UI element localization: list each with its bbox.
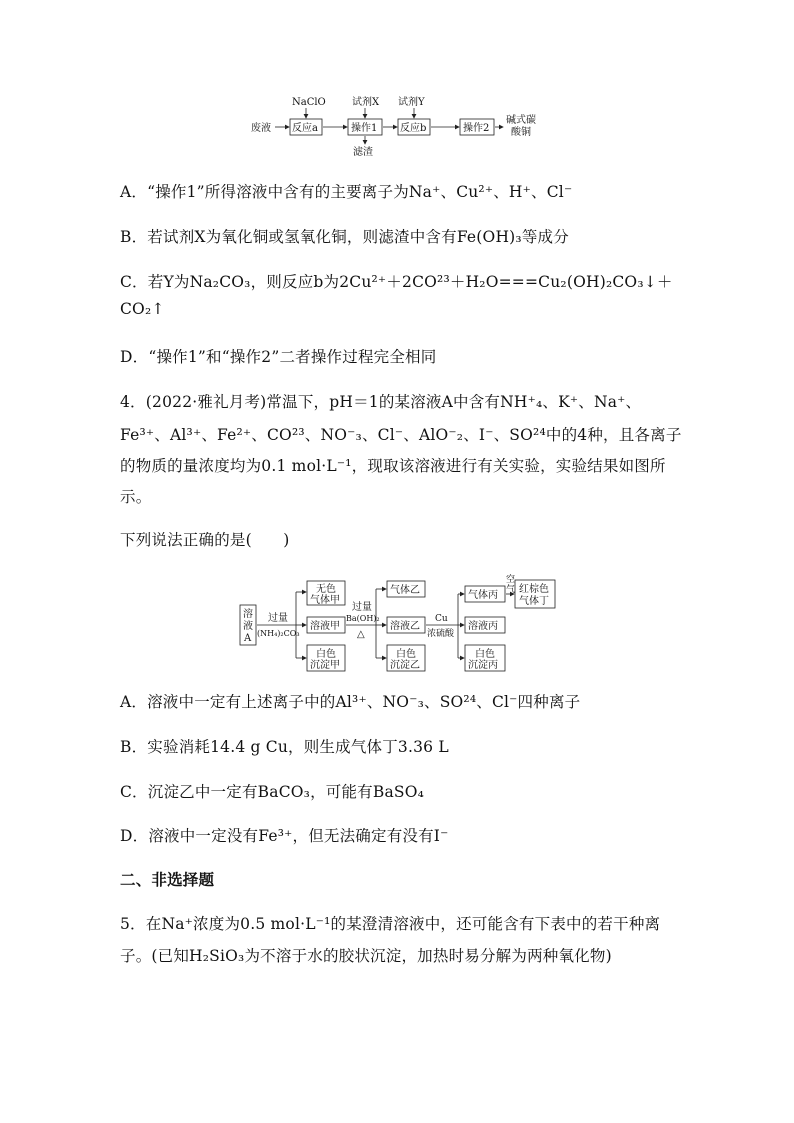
gas-yi: 气体乙	[390, 585, 420, 596]
q4-stem-line2: Fe³⁺、Al³⁺、Fe²⁺、CO²³、NO⁻₃、Cl⁻、AlO⁻₂、I⁻、SO²⁴中的4种，且各离子	[120, 426, 682, 444]
excess-label-1: 过量	[268, 613, 288, 624]
ppt-bing-l2: 沉淀丙	[468, 660, 498, 671]
gas-ding-l1: 红棕色	[519, 584, 549, 595]
reaction-b-box: 反应b	[400, 123, 427, 134]
q5-stem-line1: 5．在Na⁺浓度为0.5 mol·L⁻¹的某澄清溶液中，还可能含有下表中的若干种离	[120, 915, 661, 933]
solution-bing: 溶液丙	[468, 621, 498, 632]
air-l2: 气	[506, 585, 516, 595]
solution-yi: 溶液乙	[390, 621, 420, 632]
waste-label: 废液	[251, 123, 271, 134]
ppt-yi-l1: 白色	[396, 649, 416, 660]
ppt-jia-l2: 沉淀甲	[310, 660, 340, 671]
ppt-bing-l1: 白色	[475, 649, 495, 660]
solution-jia: 溶液甲	[310, 621, 340, 632]
q3-option-d: D．“操作1”和“操作2”二者操作过程完全相同	[120, 348, 437, 366]
q4-prompt: 下列说法正确的是( )	[120, 531, 290, 549]
flowchart-1	[245, 92, 555, 162]
reagent-x-label: 试剂X	[352, 97, 380, 108]
q4-stem-line4: 示。	[120, 488, 152, 506]
q4-option-c: C．沉淀乙中一定有BaCO₃，可能有BaSO₄	[120, 783, 425, 801]
gas-jia-l2: 气体甲	[310, 595, 340, 606]
solution-a-char3: A	[244, 633, 252, 644]
q5-stem-line2: 子。(已知H₂SiO₃为不溶于水的胶状沉淀，加热时易分解为两种氧化物)	[120, 947, 612, 965]
q3-option-b: B．若试剂X为氧化铜或氢氧化铜，则滤渣中含有Fe(OH)₃等成分	[120, 228, 569, 246]
op2-box: 操作2	[463, 123, 490, 134]
reagent-nh4co3: (NH₄)₂CO₃	[257, 629, 300, 638]
product-label-1: 碱式碳	[506, 115, 536, 126]
heat-symbol: △	[357, 629, 365, 640]
solution-a-char1: 溶	[243, 609, 253, 620]
q4-stem-line3: 的物质的量浓度均为0.1 mol·L⁻¹，现取该溶液进行有关实验，实验结果如图所	[120, 457, 666, 475]
q4-stem-line1: 4．(2022·雅礼月考)常温下，pH＝1的某溶液A中含有NH⁺₄、K⁺、Na⁺、	[120, 393, 642, 411]
product-label-2: 酸铜	[511, 127, 531, 138]
q3-option-a: A．“操作1”所得溶液中含有的主要离子为Na⁺、Cu²⁺、H⁺、Cl⁻	[120, 183, 573, 201]
q4-option-d: D．溶液中一定没有Fe³⁺，但无法确定有没有I⁻	[120, 827, 449, 845]
q3-option-c-line1: C．若Y为Na₂CO₃，则反应b为2Cu²⁺＋2CO²³＋H₂O===Cu₂(OH)₂CO₃↓＋	[120, 273, 673, 291]
naclo-label: NaClO	[292, 97, 326, 108]
reagent-y-label: 试剂Y	[398, 97, 425, 108]
op1-box: 操作1	[351, 123, 378, 134]
reagent-baoh2: Ba(OH)₂	[346, 614, 380, 623]
excess-label-2: 过量	[352, 602, 372, 613]
conc-acid-label: 浓硫酸	[427, 629, 455, 639]
solution-a-char2: 液	[243, 621, 253, 632]
gas-bing: 气体丙	[468, 590, 498, 601]
q4-option-a: A．溶液中一定有上述离子中的Al³⁺、NO⁻₃、SO²⁴、Cl⁻四种离子	[120, 693, 581, 711]
section-heading: 二、非选择题	[120, 870, 215, 889]
air-l1: 空	[506, 575, 516, 585]
ppt-jia-l1: 白色	[316, 649, 336, 660]
cu-label: Cu	[435, 614, 448, 624]
gas-jia-l1: 无色	[316, 584, 336, 595]
reaction-a-box: 反应a	[292, 123, 318, 134]
q3-option-c-line2: CO₂↑	[120, 300, 165, 318]
gas-ding-l2: 气体丁	[519, 596, 549, 607]
flowchart-2	[238, 572, 558, 672]
ppt-yi-l2: 沉淀乙	[390, 660, 420, 671]
residue-label: 滤渣	[353, 147, 373, 158]
q4-option-b: B．实验消耗14.4 g Cu，则生成气体丁3.36 L	[120, 738, 449, 756]
